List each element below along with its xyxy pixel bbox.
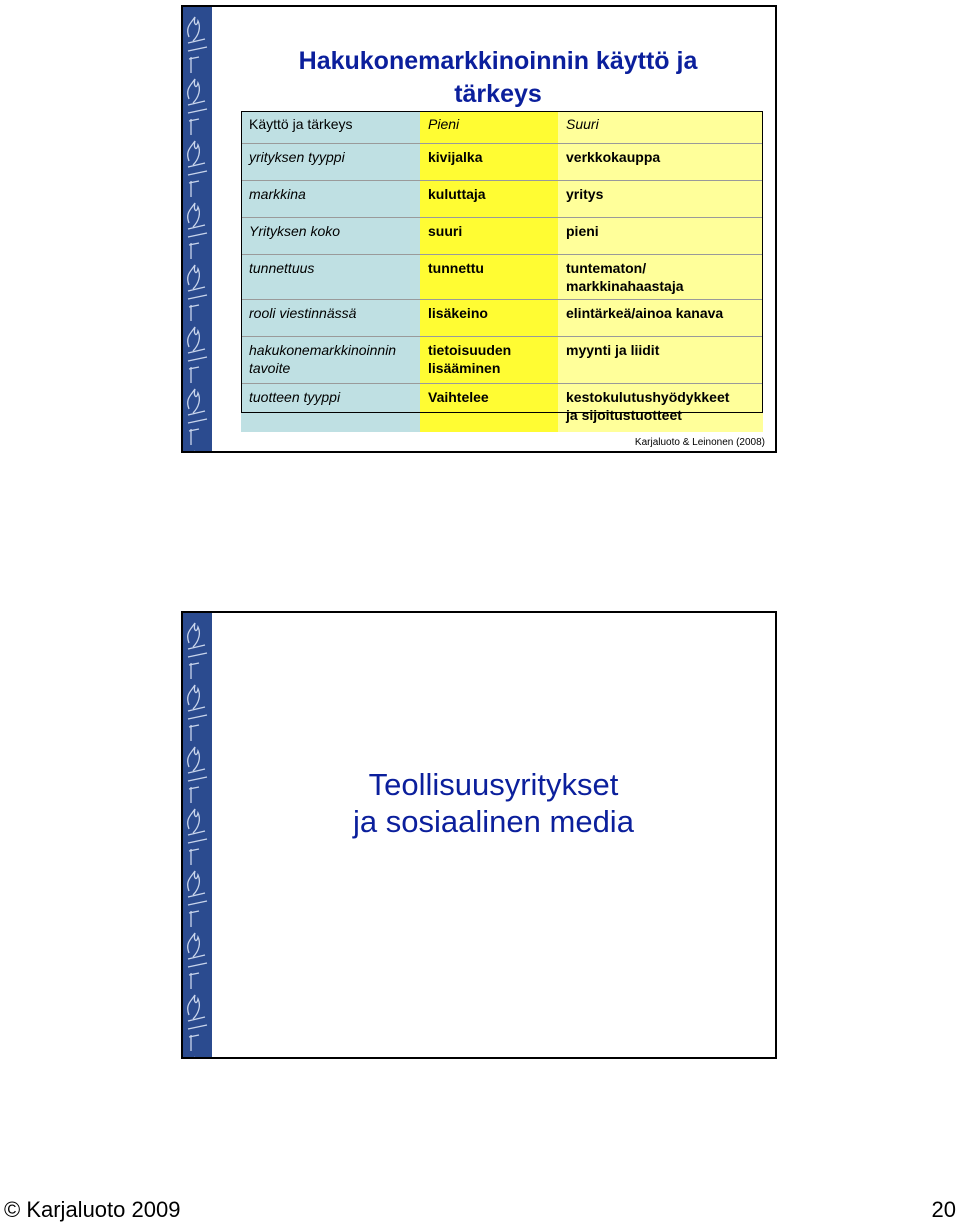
table-cell [558, 384, 763, 433]
table-cell-line: yritys [566, 186, 604, 202]
torch-emblem-icon [188, 933, 207, 989]
table-cell-line: tunnettu [428, 260, 484, 276]
torch-emblem-icon [188, 389, 207, 445]
table-cell-line: lisääminen [428, 360, 501, 376]
table-header-cell: Suuri [558, 111, 763, 144]
torch-emblem-icon [188, 623, 207, 679]
table-row [241, 144, 763, 181]
slide-2 [181, 611, 777, 1059]
table-cell [241, 144, 420, 181]
torch-emblem-icon [188, 995, 207, 1051]
slide-2-title [212, 766, 775, 840]
table-cell [420, 384, 558, 433]
table-cell-line: ja sijoitustuotteet [566, 407, 682, 423]
torch-emblem-icon [188, 141, 207, 197]
slide-1 [181, 5, 777, 453]
table-cell-line: kuluttaja [428, 186, 486, 202]
table-cell [241, 300, 420, 337]
table-cell-line: Yrityksen koko [249, 223, 341, 239]
table-header-row [241, 111, 763, 144]
table-header-cell: Käyttö ja tärkeys [241, 111, 420, 144]
table-cell [558, 144, 763, 181]
table-cell-line: verkkokauppa [566, 149, 661, 165]
torch-emblem-icon [188, 1057, 207, 1059]
torch-emblem-icon [188, 327, 207, 383]
table-cell [558, 300, 763, 337]
usage-importance-table [241, 111, 763, 432]
table-cell-line: tuntematon/ [566, 260, 647, 276]
table-cell-line: tietoisuuden [428, 342, 512, 358]
table-cell-line: kivijalka [428, 149, 483, 165]
torch-emblem-icon [183, 613, 212, 1059]
table-cell-line: rooli viestinnässä [249, 305, 357, 321]
table-cell [241, 384, 420, 433]
torch-emblem-icon [188, 871, 207, 927]
table-cell [241, 218, 420, 255]
torch-emblem-icon [188, 685, 207, 741]
table-cell [420, 181, 558, 218]
table-row [241, 181, 763, 218]
slide-side-stripe [183, 613, 212, 1057]
table-cell-line: suuri [428, 223, 463, 239]
slide-1-title-line-2: tärkeys [454, 80, 542, 108]
slide-side-stripe [183, 7, 212, 451]
slide-2-title-line-2: ja sosiaalinen media [353, 804, 634, 839]
table-cell [558, 218, 763, 255]
table-cell [241, 255, 420, 300]
torch-emblem-icon [188, 265, 207, 321]
footer-copyright: © Karjaluoto 2009 [4, 1197, 181, 1222]
torch-emblem-icon [188, 747, 207, 803]
table-cell [420, 218, 558, 255]
table-cell-line: lisäkeino [428, 305, 488, 321]
table-cell-line: hakukonemarkkinoinnin [249, 342, 397, 358]
table-cell [241, 181, 420, 218]
table-cell [420, 255, 558, 300]
table-row [241, 384, 763, 433]
table-cell-line: pieni [566, 223, 599, 239]
table-cell-line: yrityksen tyyppi [249, 149, 345, 165]
slide-1-title-line-1: Hakukonemarkkinoinnin käyttö ja [298, 47, 698, 75]
table-cell-line: tuotteen tyyppi [249, 389, 341, 405]
table-row [241, 255, 763, 300]
table-row [241, 300, 763, 337]
torch-emblem-icon [188, 79, 207, 135]
table-cell [420, 300, 558, 337]
table-header-cell: Pieni [420, 111, 558, 144]
table-cell [420, 337, 558, 384]
table-cell-line: tunnettuus [249, 260, 315, 276]
table-cell-line: kestokulutushyödykkeet [566, 389, 730, 405]
torch-emblem-icon [188, 809, 207, 865]
table-cell [558, 255, 763, 300]
table-cell-line: elintärkeä/ainoa kanava [566, 305, 724, 321]
table-cell [558, 181, 763, 218]
table-cell-line: markkinahaastaja [566, 278, 684, 294]
torch-emblem-icon [188, 17, 207, 73]
torch-emblem-icon [183, 7, 212, 453]
slide-2-title-line-1: Teollisuusyritykset [368, 767, 619, 802]
table-row [241, 337, 763, 384]
table-cell-line: markkina [249, 186, 306, 202]
table-cell-line: tavoite [249, 360, 291, 376]
table-cell [241, 337, 420, 384]
footer-page-number: 20 [931, 1197, 956, 1222]
table-cell-line: Vaihtelee [428, 389, 489, 405]
torch-emblem-icon [188, 451, 207, 453]
table-cell [420, 144, 558, 181]
slide-1-title [243, 45, 753, 111]
table-cell [558, 337, 763, 384]
citation: Karjaluoto & Leinonen (2008) [634, 437, 765, 448]
table-row [241, 218, 763, 255]
torch-emblem-icon [188, 203, 207, 259]
table-cell-line: myynti ja liidit [566, 342, 660, 358]
